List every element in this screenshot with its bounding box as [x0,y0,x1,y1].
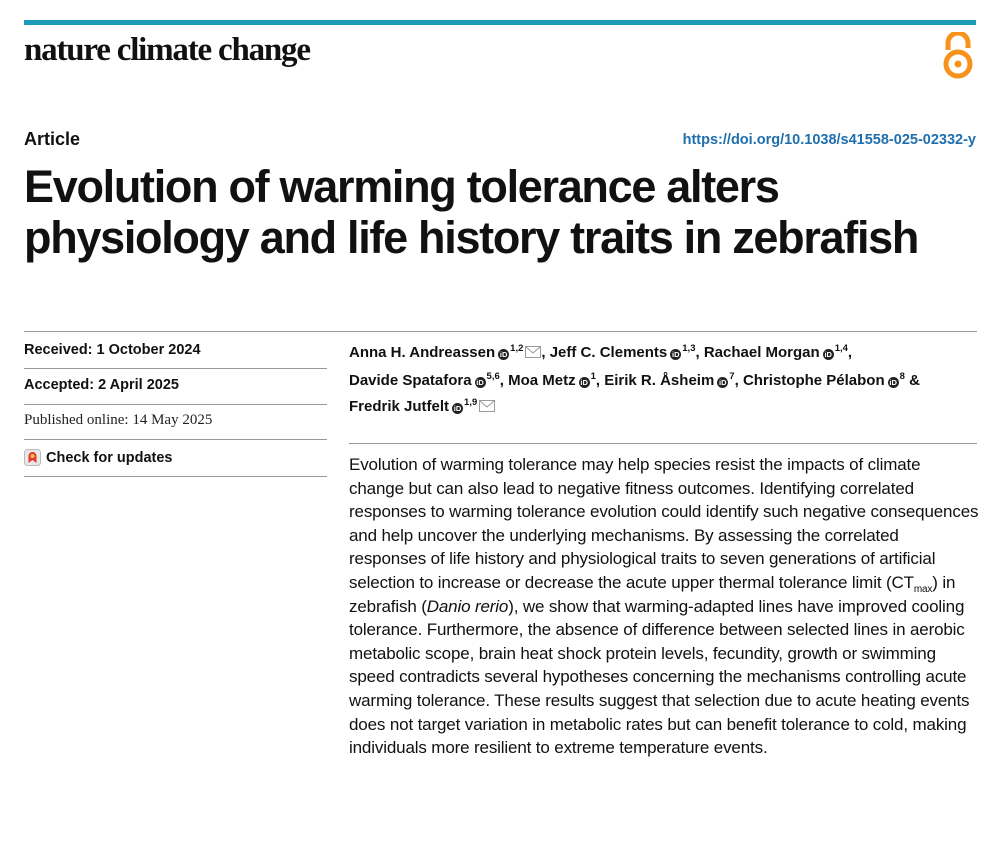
author-name: Moa Metz [508,371,576,389]
divider [24,331,977,332]
author-name: Christophe Pélabon [742,371,885,389]
author-separator: , [499,371,509,389]
author-separator: , [695,344,704,361]
author-link[interactable] [550,344,696,361]
doi-link[interactable]: https://doi.org/10.1038/s41558-025-02332-y [682,132,976,148]
article-title: Evolution of warming tolerance alters physiology and life history traits in zebrafish [24,161,919,263]
check-updates-icon [24,449,41,466]
divider [24,404,327,405]
affiliation-numbers: 1,9 [464,397,478,408]
author-link[interactable] [508,372,596,389]
open-access-icon [941,32,975,80]
species-name: Danio rerio [426,596,509,616]
author-separator: , [734,371,743,389]
orcid-icon[interactable]: iD [453,404,462,413]
orcid-icon[interactable]: iD [499,350,508,359]
author-name: Jeff C. Clements [549,344,668,361]
affiliation-numbers: 8 [899,370,905,382]
affiliation-numbers: 1,2 [510,343,524,354]
affiliation-numbers: 5,6 [486,370,500,382]
author-link[interactable] [743,372,905,389]
author-link[interactable] [704,344,848,361]
author-link[interactable] [349,344,541,361]
journal-name[interactable]: nature climate change [24,32,310,68]
check-updates-label: Check for updates [46,449,173,466]
orcid-icon[interactable]: iD [889,377,897,387]
abstract [349,453,979,760]
orcid-icon[interactable]: iD [719,377,727,387]
author-separator: , [541,344,550,361]
orcid-icon[interactable]: iD [476,377,484,387]
author-list [349,338,979,420]
divider [24,476,327,477]
author-separator: & [904,371,920,389]
author-link[interactable] [349,372,500,389]
orcid-icon[interactable]: iD [672,350,680,359]
author-separator: , [595,371,605,389]
abstract-text: ), we show that warming-adapted lines have improved cooling tolerance. Furthermore, the absence of difference between selected lines in aerobic metabolic scope, brain heat shock protein levels, fecundity, growth or swimming speed contradicts several hypotheses concerning the mechanisms controlling acute warming tolerance. These results suggest that selection due to acute heating events does not target variation in metabolic rates but can benefit tolerance to cold, making individuals more resilient to extreme temperature events. [349,596,970,758]
author-separator: , [847,344,853,361]
affiliation-numbers: 1,4 [834,343,848,354]
abstract-text: Evolution of warming tolerance may help species resist the impacts of climate change but can also lead to negative fitness outcomes. Identifying correlated responses to warming tolerance evolution could identify such negative consequences and help uncover the underlying mechanisms. By assessing the correlated responses of life history and physiological traits to seven generations of artificial selection to increase or decrease the acute upper thermal tolerance limit (CT [349,455,979,592]
author-name: Rachael Morgan [703,344,820,361]
accepted-date: Accepted: 2 April 2025 [24,377,179,393]
published-date: Published online: 14 May 2025 [24,412,213,428]
divider [24,368,327,369]
author-name: Fredrik Jutfelt [349,398,450,415]
affiliation-numbers: 1 [590,370,596,382]
journal-accent-bar [24,20,976,25]
abstract-subscript: max [913,583,933,595]
orcid-icon[interactable]: iD [824,350,832,359]
author-link[interactable] [604,372,734,389]
author-name: Eirik R. Åsheim [604,371,715,389]
author-link[interactable] [349,398,495,415]
received-date: Received: 1 October 2024 [24,342,201,358]
author-name: Anna H. Andreassen [349,344,496,361]
email-icon[interactable] [525,343,541,366]
abstract-text: ) in zebrafish ( [349,572,956,616]
affiliation-numbers: 7 [729,370,735,382]
author-name: Davide Spatafora [349,371,472,389]
email-icon[interactable] [479,397,495,420]
affiliation-numbers: 1,3 [682,343,696,354]
orcid-icon[interactable]: iD [580,377,588,387]
divider [24,439,327,440]
divider [349,443,977,444]
article-type: Article [24,129,81,149]
check-for-updates-button[interactable] [24,449,173,466]
